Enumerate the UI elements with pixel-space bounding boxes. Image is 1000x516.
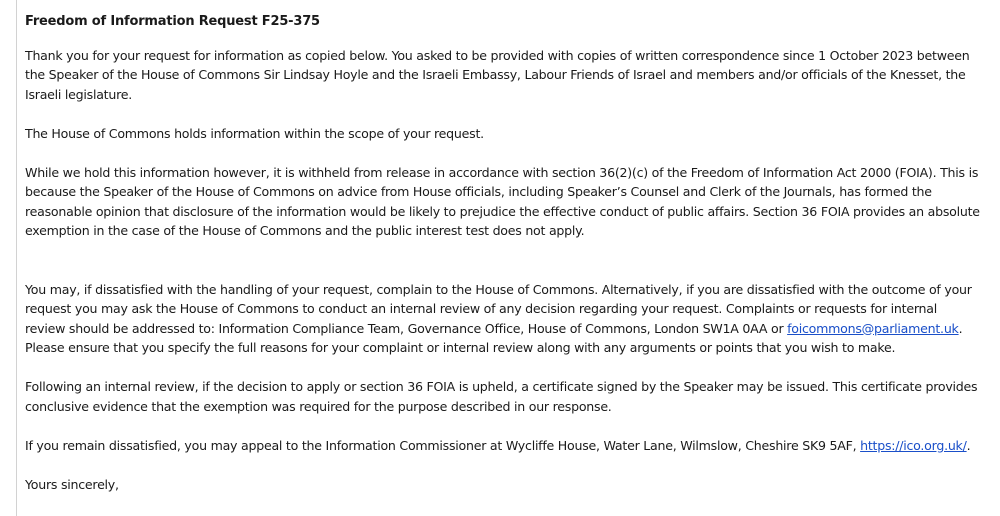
spacer — [25, 260, 980, 280]
closing-line: Yours sincerely, — [25, 476, 119, 492]
paragraph-information-held: The House of Commons holds information within the scope of your request. — [25, 125, 484, 141]
foi-email-link[interactable]: foicommons@parliament.uk — [787, 320, 959, 336]
complaints-text-end: . Please ensure that you specify the full reasons for your complaint or internal review along with any arguments or points that you wish to make. — [25, 320, 963, 355]
paragraph-request-summary: Thank you for your request for information as copied below. You asked to be provided with copies of written correspondence since 1 October 2023 between the Speaker of the House of Commons Sir Lindsay Hoyle and the Israeli Embassy, Labour Friends of Israel and members and/or officials of the Knesset, the Israeli legislature. — [25, 47, 970, 102]
ico-website-link[interactable]: https://ico.org.uk/ — [860, 437, 967, 453]
appeal-text: If you remain dissatisfied, you may appeal to the Information Commissioner at Wycliffe House, Water Lane, Wilmslow, Cheshire SK9 5AF, — [25, 437, 861, 453]
paragraph-complaints — [25, 280, 980, 358]
paragraph-appeal — [25, 436, 980, 456]
paragraph-internal-review: Following an internal review, if the decision to apply or section 36 FOIA is upheld, a certificate signed by the Speaker may be issued. This certificate provides conclusive evidence that the exemption was required for the purpose described in our response. — [25, 379, 978, 414]
document-title: Freedom of Information Request F25-375 — [25, 14, 320, 29]
appeal-text-end: . — [966, 437, 971, 453]
paragraph-withheld-reason: While we hold this information however, it is withheld from release in accordance with section 36(2)(c) of the Freedom of Information Act 2000 (FOIA). This is because the Speaker of the House of Commons on advice from House officials, including Speaker’s Counsel and Clerk of the Journals, has formed the reasonable opinion that disclosure of the information would be likely to prejudice the effective conduct of public affairs. Section 36 FOIA provides an absolute exemption in the case of the House of Commons and the public interest test does not apply. — [25, 164, 980, 238]
complaints-text: You may, if dissatisfied with the handling of your request, complain to the House of Commons. Alternatively, if you are dissatisfied with the outcome of your request you may ask the House of Commons to conduct an internal review of any decision regarding your request. Complaints or requests for internal review should be addressed to: Information Compliance Team, Governance Office, House of Commons, London SW1A 0AA or — [25, 281, 972, 336]
document-body — [25, 12, 980, 514]
left-border-line — [16, 0, 17, 516]
